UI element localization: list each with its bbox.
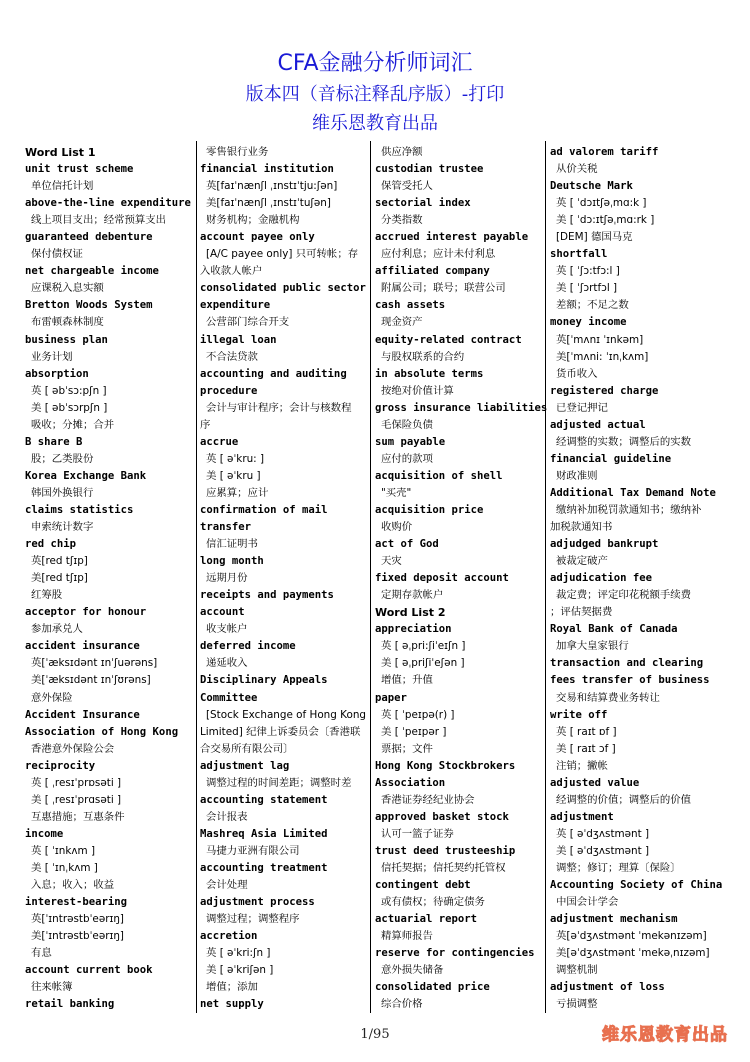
vocab-definition: 香港证券经纪业协会 <box>381 793 475 806</box>
vocab-term: adjusted actual <box>550 418 646 431</box>
vocab-definition-continued: 加税款通知书 <box>550 521 613 534</box>
vocab-definition: 韩国外换银行 <box>31 486 94 499</box>
vocab-definition-continued: ；评估契据费 <box>550 606 613 619</box>
vocab-term: Mashreq Asia Limited <box>200 827 328 840</box>
vocab-definition: 财务机构；金融机构 <box>206 214 300 227</box>
vocab-definition: 增值；升值 <box>381 674 433 687</box>
vocab-term: illegal loan <box>200 333 277 346</box>
vocab-definition: 或有债权；待确定债务 <box>381 896 485 909</box>
vocab-definition: 美 [ ˈʃɔrtfɔl ] <box>556 282 618 295</box>
page-number: 1/95 <box>360 1027 390 1042</box>
vocab-term: retail banking <box>25 998 115 1011</box>
vocab-definition: 缴纳补加税罚款通知书；缴纳补 <box>556 503 702 516</box>
vocab-term: accounting statement <box>200 793 328 806</box>
vocab-term: adjudication fee <box>550 572 653 585</box>
vocab-definition: 货币收入 <box>556 367 598 380</box>
vocab-definition: 精算师报告 <box>381 930 433 943</box>
vocab-term: paper <box>375 691 407 704</box>
vocab-term: reciprocity <box>25 759 96 772</box>
vocab-definition: 零售银行业务 <box>206 146 269 158</box>
vocab-definition: 英 [ əbˈsɔ:pʃn ] <box>31 384 107 397</box>
vocab-definition: 保付债权证 <box>31 248 83 261</box>
vocab-term: Association <box>375 776 446 789</box>
vocab-term: accounting treatment <box>200 861 328 874</box>
vocab-definition: 美 [ raɪt ɔf ] <box>556 742 616 755</box>
vocab-definition: 意外保险 <box>31 691 73 704</box>
vocab-definition: 应累算；应计 <box>206 486 269 499</box>
vocab-definition: 美 [ əˈkru ] <box>206 469 261 482</box>
publisher-label: 维乐恩教育出品 <box>312 113 438 134</box>
vocab-term: income <box>25 827 64 840</box>
vocab-definition: 单位信托计划 <box>31 180 94 193</box>
vocab-column-2 <box>200 144 372 1013</box>
vocab-definition: 注销；撇帐 <box>556 759 608 772</box>
vocab-term: Royal Bank of Canada <box>550 623 678 636</box>
vocab-definition: 美[ˈɪntrəstbˈeərɪŋ] <box>31 930 124 943</box>
vocab-definition: 美 [ ˌresɪˈprɑsəti ] <box>31 793 122 806</box>
vocab-definition: 香港意外保险公会 <box>31 742 115 755</box>
vocab-definition: 美 [ əˈkriʃən ] <box>206 964 274 977</box>
vocab-term: ad valorem tariff <box>550 146 659 158</box>
vocab-definition: 综合价格 <box>381 998 423 1011</box>
vocab-term: transaction and clearing <box>550 657 704 670</box>
vocab-term: consolidated public sector <box>200 282 366 295</box>
vocab-definition: 英 [ ˈʃɔ:tfɔ:l ] <box>556 265 620 278</box>
vocab-definition: 线上项目支出；经常预算支出 <box>31 214 167 227</box>
vocab-definition: 申索统计数字 <box>31 521 94 534</box>
vocab-term: custodian trustee <box>375 163 484 176</box>
vocab-term: sectorial index <box>375 197 471 210</box>
vocab-term: Accident Insurance <box>25 708 140 721</box>
vocab-definition: 加拿大皇家银行 <box>556 640 629 653</box>
vocab-term: appreciation <box>375 623 452 636</box>
vocab-term: business plan <box>25 333 108 346</box>
vocab-term: net supply <box>200 998 264 1011</box>
vocab-term: account current book <box>25 964 153 977</box>
vocab-term: shortfall <box>550 248 608 261</box>
publisher-watermark: 维乐恩教育出品 <box>602 1025 728 1045</box>
vocab-definition: 供应净额 <box>381 146 423 158</box>
vocab-definition: 差额；不足之数 <box>556 299 629 312</box>
vocab-definition: 英 [ ˈdɔɪtʃəˌmɑ:k ] <box>556 197 647 210</box>
vocab-definition: 调整机制 <box>556 964 598 977</box>
vocab-definition: 递延收入 <box>206 657 248 670</box>
vocab-term: procedure <box>200 384 258 397</box>
vocab-definition: 远期月份 <box>206 572 248 585</box>
vocab-term: money income <box>550 316 627 329</box>
vocab-definition: 英 [ əˈdʒʌstmənt ] <box>556 827 650 840</box>
vocab-definition: 红筹股 <box>31 589 63 602</box>
vocab-term: Committee <box>200 691 258 704</box>
vocab-definition: 布雷顿森林制度 <box>31 316 104 329</box>
vocab-definition: 不合法贷款 <box>206 350 258 363</box>
vocab-definition: 美[ˈæksɪdənt ɪnˈʃʊrəns] <box>31 674 151 687</box>
vocab-definition: 信托契据；信托契约托管权 <box>381 861 506 874</box>
vocab-term: Korea Exchange Bank <box>25 469 147 482</box>
vocab-definition: 附属公司；联号；联营公司 <box>381 282 506 295</box>
vocab-term: approved basket stock <box>375 810 509 823</box>
vocab-definition: 现金资产 <box>381 316 423 329</box>
vocab-term: guaranteed debenture <box>25 231 153 244</box>
vocab-term: account payee only <box>200 231 315 244</box>
vocab-term: actuarial report <box>375 913 478 926</box>
vocab-definition: 裁定费；评定印花税额手续费 <box>556 589 692 602</box>
vocab-definition: "买壳" <box>381 486 412 499</box>
vocab-definition: 美 [ ˈdɔ:ɪtʃəˌmɑ:rk ] <box>556 214 655 227</box>
vocab-definition: 会计报表 <box>206 810 248 823</box>
vocab-definition-continued: 合交易所有限公司〕 <box>200 742 294 755</box>
word-list-heading: Word List 1 <box>25 146 96 159</box>
vocab-definition: 有息 <box>31 947 52 960</box>
vocab-column-3 <box>375 144 547 1013</box>
vocab-term: adjusted value <box>550 776 640 789</box>
vocab-term: deferred income <box>200 640 296 653</box>
vocab-term: accretion <box>200 930 258 943</box>
vocab-term: sum payable <box>375 435 446 448</box>
vocab-definition-continued: 入收款人帐户 <box>200 265 263 278</box>
word-list-heading: Word List 2 <box>375 606 446 620</box>
vocab-term: trust deed trusteeship <box>375 844 516 857</box>
vocab-term: acquisition of shell <box>375 469 503 482</box>
vocab-term: Hong Kong Stockbrokers <box>375 759 516 772</box>
vocab-definition: 英 [ ˈɪnkʌm ] <box>31 844 95 857</box>
vocab-term: fees transfer of business <box>550 674 710 687</box>
vocab-definition-continued: Limited] 纪律上诉委员会〔香港联 <box>200 725 361 738</box>
vocab-term: adjustment mechanism <box>550 913 678 926</box>
vocab-term: unit trust scheme <box>25 163 134 176</box>
vocab-definition: 经调整的价值；调整后的价值 <box>556 793 692 806</box>
vocab-term: contingent debt <box>375 879 471 892</box>
vocab-definition: 英[əˈdʒʌstmənt ˈmekənɪzəm] <box>556 930 707 943</box>
vocab-term: interest-bearing <box>25 896 128 909</box>
vocab-definition: 英 [ ˌresɪˈprɒsəti ] <box>31 776 122 789</box>
page-title: CFA金融分析师词汇 <box>277 51 473 76</box>
vocab-definition: 交易和结算费业务转让 <box>556 691 660 704</box>
vocab-definition: 从价关税 <box>556 163 598 176</box>
vocab-term: Disciplinary Appeals <box>200 674 328 687</box>
vocab-term: adjustment of loss <box>550 981 665 994</box>
vocab-definition: 按绝对价值计算 <box>381 384 454 397</box>
vocab-term: adjustment process <box>200 896 315 909</box>
vocab-term: confirmation of mail <box>200 503 328 516</box>
vocab-term: equity-related contract <box>375 333 522 346</box>
vocab-definition: 美[ˈmʌni: ˈɪnˌkʌm] <box>556 350 649 363</box>
vocab-definition-continued: 序 <box>200 418 211 431</box>
vocab-term: account <box>200 606 245 619</box>
vocab-term: act of God <box>375 538 439 551</box>
vocab-definition: 增值；添加 <box>206 981 258 994</box>
vocab-term: transfer <box>200 521 252 534</box>
vocab-definition: 收支帐户 <box>206 623 248 636</box>
vocab-definition: 经调整的实数；调整后的实数 <box>556 435 692 448</box>
vocab-definition: 公营部门综合开支 <box>206 316 290 329</box>
vocab-definition: 参加承兑人 <box>31 623 83 636</box>
vocab-definition: 美 [ əˌpriʃiˈeʃən ] <box>381 657 465 670</box>
vocab-definition: 保管受托人 <box>381 180 433 193</box>
vocab-definition: 应付的款项 <box>381 452 433 465</box>
vocab-definition: [DEM] 德国马克 <box>556 231 633 244</box>
vocab-definition: 已登记押记 <box>556 401 608 414</box>
vocab-definition: 美 [ əˈdʒʌstmənt ] <box>556 844 650 857</box>
vocab-definition: 中国会计学会 <box>556 896 619 909</box>
vocab-definition: 被裁定破产 <box>556 555 608 568</box>
vocab-definition: 财政准则 <box>556 469 598 482</box>
vocab-term: registered charge <box>550 384 659 397</box>
vocab-definition: 会计处理 <box>206 879 248 892</box>
vocab-term: claims statistics <box>25 503 134 516</box>
vocab-definition: 应课税入息实额 <box>31 282 104 295</box>
vocab-term: accrue <box>200 435 239 448</box>
vocab-definition: 美 [ əbˈsɔrpʃn ] <box>31 401 108 414</box>
vocab-term: red chip <box>25 538 77 551</box>
vocab-definition: 英[ˈmʌnɪ ˈɪnkəm] <box>556 333 644 346</box>
vocab-definition: 收购价 <box>381 521 413 534</box>
vocab-definition: 互惠措施；互惠条件 <box>31 810 125 823</box>
vocab-term: Accounting Society of China <box>550 879 723 892</box>
vocab-definition: 英 [ raɪt ɒf ] <box>556 725 617 738</box>
vocab-definition: 天灾 <box>381 555 402 568</box>
vocab-term: adjustment lag <box>200 759 290 772</box>
vocab-term: expenditure <box>200 299 271 312</box>
vocab-term: cash assets <box>375 299 446 312</box>
vocab-term: financial institution <box>200 163 334 176</box>
vocab-term: acceptor for honour <box>25 606 147 619</box>
vocab-term: above-the-line expenditure <box>25 197 191 210</box>
vocab-definition: 英[faɪˈnænʃl ˌɪnstɪˈtju:ʃən] <box>206 180 338 193</box>
vocab-definition: 与股权联系的合约 <box>381 350 465 363</box>
vocab-term: write off <box>550 708 608 721</box>
vocab-definition: 美[əˈdʒʌstmənt ˈmekəˌnɪzəm] <box>556 947 710 960</box>
vocab-definition: 业务计划 <box>31 350 73 363</box>
vocab-definition: 会计与审计程序；会计与核数程 <box>206 401 352 414</box>
vocab-term: reserve for contingencies <box>375 947 535 960</box>
vocab-definition: 调整过程；调整程序 <box>206 913 300 926</box>
vocab-term: receipts and payments <box>200 589 334 602</box>
vocab-definition: 英 [ ˈpeɪpə(r) ] <box>381 708 455 721</box>
vocab-term: adjudged bankrupt <box>550 538 659 551</box>
vocab-definition: 定期存款帐户 <box>381 589 444 602</box>
vocab-term: financial guideline <box>550 452 672 465</box>
vocab-column-1 <box>25 144 197 1013</box>
vocab-definition: 美[faɪˈnænʃl ˌɪnstɪˈtuʃən] <box>206 197 331 210</box>
vocab-term: Deutsche Mark <box>550 180 633 193</box>
vocab-term: long month <box>200 555 264 568</box>
vocab-term: net chargeable income <box>25 265 159 278</box>
vocab-definition: 吸收；分摊；合并 <box>31 418 115 431</box>
vocab-term: accident insurance <box>25 640 140 653</box>
vocab-term: Bretton Woods System <box>25 299 153 312</box>
vocab-definition: 入息；收入；收益 <box>31 879 115 892</box>
vocab-definition: [A/C payee only] 只可转帐；存 <box>206 248 359 261</box>
vocab-term: adjustment <box>550 810 614 823</box>
vocab-definition: 信汇证明书 <box>206 538 258 551</box>
vocab-term: B share B <box>25 435 83 448</box>
vocab-term: acquisition price <box>375 503 484 516</box>
vocab-definition: 认可一篮子证券 <box>381 827 454 840</box>
vocab-term: affiliated company <box>375 265 490 278</box>
vocab-definition: 英[red tʃɪp] <box>31 555 88 568</box>
vocab-column-4 <box>550 144 722 1013</box>
vocab-definition: 意外损失储备 <box>381 964 444 977</box>
vocab-term: in absolute terms <box>375 367 484 380</box>
vocab-definition: 分类指数 <box>381 214 423 227</box>
vocab-term: accounting and auditing <box>200 367 347 380</box>
vocab-term: gross insurance liabilities <box>375 401 548 414</box>
vocab-definition: 毛保险负债 <box>381 418 433 431</box>
vocab-definition: [Stock Exchange of Hong Kong <box>206 708 366 721</box>
vocab-definition: 英[ˈɪntrəstbˈeərɪŋ] <box>31 913 124 926</box>
vocab-definition: 马捷力亚洲有限公司 <box>206 844 300 857</box>
vocab-definition: 股；乙类股份 <box>31 452 94 465</box>
vocab-definition: 调整过程的时间差距；调整时差 <box>206 776 352 789</box>
vocab-definition: 英[ˈæksɪdənt ɪnˈʃuərəns] <box>31 657 158 670</box>
vocab-term: Additional Tax Demand Note <box>550 486 716 499</box>
vocab-definition: 美 [ ˈɪnˌkʌm ] <box>31 861 98 874</box>
vocab-definition: 往来帐簿 <box>31 981 73 994</box>
vocab-term: absorption <box>25 367 89 380</box>
vocab-definition: 英 [ əˈkru: ] <box>206 452 265 465</box>
vocab-definition: 美 [ ˈpeɪpər ] <box>381 725 447 738</box>
vocab-definition: 英 [ əˈkri:ʃn ] <box>206 947 271 960</box>
vocab-term: fixed deposit account <box>375 572 509 585</box>
vocab-definition: 美[red tʃɪp] <box>31 572 88 585</box>
vocab-term: accrued interest payable <box>375 231 529 244</box>
vocab-definition: 英 [ əˌpri:ʃiˈeɪʃn ] <box>381 640 466 653</box>
vocab-definition: 亏损调整 <box>556 998 598 1011</box>
vocab-definition: 调整；修订；理算〔保险〕 <box>556 861 681 874</box>
page-subtitle: 版本四（音标注释乱序版）-打印 <box>245 84 505 105</box>
vocab-definition: 应付利息；应计未付利息 <box>381 248 496 261</box>
vocab-definition: 票据；文件 <box>381 742 433 755</box>
vocab-term: consolidated price <box>375 981 490 994</box>
vocab-term: Association of Hong Kong <box>25 725 179 738</box>
